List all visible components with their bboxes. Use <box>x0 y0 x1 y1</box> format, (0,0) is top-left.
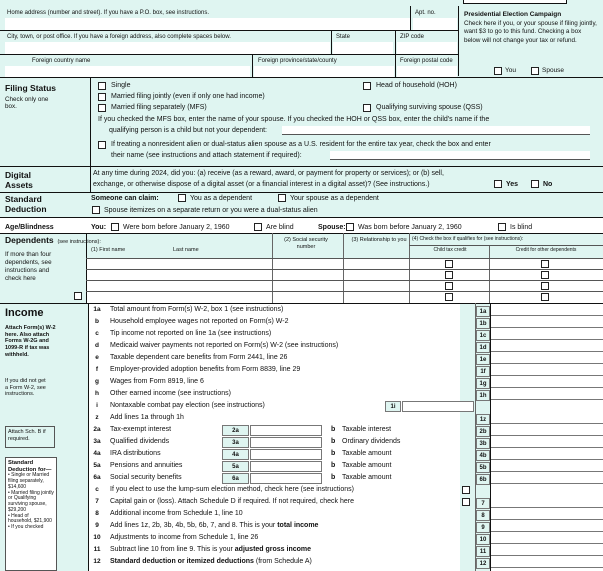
spouse-itemizes-label: Spouse itemizes on a separate return or you were a dual-status alien <box>104 207 318 214</box>
apt-label: Apt. no. <box>415 10 436 16</box>
line-7-amount[interactable] <box>491 498 603 508</box>
standard-deduction-title <box>5 194 47 214</box>
line-2b-box-label: 2b <box>476 426 490 437</box>
line-11 <box>88 546 475 556</box>
digital-question-line2: exchange, or otherwise dispose of a digital asset (or a financial interest in a digital asset)? (See instructions.) <box>93 181 430 188</box>
no-schedule-d-checkbox[interactable] <box>462 498 470 506</box>
line-text: Other earned income (see instructions) <box>110 390 231 397</box>
line-number: 11 <box>93 546 101 553</box>
line-3b-letter: b <box>331 438 336 445</box>
qss-checkbox[interactable] <box>363 104 371 112</box>
line-number: 6a <box>93 474 101 481</box>
city-input[interactable] <box>5 42 330 54</box>
election-title: Presidential Election Campaign <box>464 11 562 18</box>
line-text: Pensions and annuities <box>110 462 183 469</box>
line-text: IRA distributions <box>110 450 161 457</box>
line-9 <box>88 522 475 532</box>
line-5b-box-label: 5b <box>476 462 490 473</box>
line-12-box-label: 12 <box>476 558 490 569</box>
apt-input[interactable] <box>413 18 457 30</box>
line-5b-text: Taxable amount <box>342 462 392 469</box>
dep4-other-checkbox[interactable] <box>541 293 549 301</box>
line-number: 4a <box>93 450 101 457</box>
qss-label: Qualifying surviving spouse (QSS) <box>376 104 483 111</box>
line-12-amount[interactable] <box>491 558 603 568</box>
line-number: c <box>95 330 99 337</box>
line-3b-box-label: 3b <box>476 438 490 449</box>
line-10-amount[interactable] <box>491 534 603 544</box>
line-text: Taxable dependent care benefits from Form 2441, line 26 <box>110 354 288 361</box>
line-3b-text: Ordinary dividends <box>342 438 401 445</box>
line-4a-box-label: 4a <box>222 449 249 460</box>
line-1a <box>88 306 475 316</box>
digital-question-line1: At any time during 2024, did you: (a) receive (as a reward, award, or payment for property or services); or (b) sell, <box>93 170 444 177</box>
zip-label: ZIP code <box>400 34 424 40</box>
line-text-bold: adjusted gross income <box>234 546 312 553</box>
filing-status-title: Filing Status <box>5 83 56 93</box>
income-title: Income <box>5 307 44 319</box>
spouse-blind-label: Is blind <box>510 224 533 231</box>
dep-col2-header: (2) Social security number <box>284 237 328 250</box>
line-text: Wages from Form 8919, line 6 <box>110 378 204 385</box>
nra-note-line1: If treating a nonresident alien or dual-status alien spouse as a U.S. resident for the entire tax year, check the box and enter <box>111 141 491 148</box>
age-blindness-title: Age/Blindness <box>5 224 54 231</box>
line-7 <box>88 498 475 508</box>
state-label: State <box>336 34 351 40</box>
line-text: Add lines 1z, 2b, 3b, 4b, 5b, 6b, 7, and 8. This is your <box>110 522 276 529</box>
income-no-w2-note: If you did not get a Form W-2, see instructions. <box>5 378 46 398</box>
line-1z <box>88 414 475 424</box>
digital-assets-title <box>5 171 33 191</box>
line-number: z <box>95 414 99 421</box>
line-number: i <box>96 402 98 409</box>
line-5a-box-label: 5a <box>222 461 249 472</box>
line-number: g <box>95 378 99 385</box>
dep-ctc-header: Child tax credit <box>433 247 467 253</box>
line-text: Total amount from Form(s) W-2, box 1 (see instructions) <box>110 306 284 313</box>
filing-status-subtitle: Check only one box. <box>5 96 49 111</box>
line-text: Tip income not reported on line 1a (see instructions) <box>110 330 272 337</box>
line-text: Employer-provided adoption benefits from Form 8839, line 29 <box>110 366 301 373</box>
line-5b-amount[interactable] <box>491 462 603 472</box>
digital-title-line1: Digital <box>5 170 31 180</box>
line-10 <box>88 534 475 544</box>
digital-title-line2: Assets <box>5 179 33 190</box>
line-3a-amount[interactable] <box>250 437 322 448</box>
mfs-label: Married filing separately (MFS) <box>111 104 207 111</box>
age-you-label: You: <box>91 224 107 231</box>
spouse-blind-checkbox[interactable] <box>498 223 506 231</box>
dep1-other-checkbox[interactable] <box>541 260 549 268</box>
dep-col3-header: (3) Relationship to you <box>351 237 407 243</box>
dep2-ctc-checkbox[interactable] <box>445 271 453 279</box>
line-text-bold: Standard deduction or itemized deductions <box>110 558 254 565</box>
line-1z-amount[interactable] <box>491 414 603 424</box>
dependents-side-note: If more than four dependents, see instructions and check here <box>5 251 52 282</box>
line-9-amount[interactable] <box>491 522 603 532</box>
spouse-born-before-checkbox[interactable] <box>346 223 354 231</box>
line-1a-amount[interactable] <box>491 306 603 316</box>
line-number: 1a <box>93 306 101 313</box>
spouse-itemizes-checkbox[interactable] <box>92 206 100 214</box>
line-2b-text: Taxable interest <box>342 426 392 433</box>
election-you-checkbox[interactable] <box>494 67 502 75</box>
spouse-as-dependent-checkbox[interactable] <box>278 194 286 202</box>
line-1h-amount[interactable] <box>491 390 603 400</box>
line-number: 8 <box>95 510 99 517</box>
line-number: 5a <box>93 462 101 469</box>
line-12 <box>88 558 475 568</box>
std-side-item-mfj: • Married filing jointly or Qualifying surviving spouse, $29,200 <box>8 489 54 513</box>
line-text: Add lines 1a through 1h <box>110 414 184 421</box>
foreign-province-label: Foreign province/state/county <box>258 58 337 64</box>
line-text: If you elect to use the lump-sum election method, check here (see instructions) <box>110 486 354 493</box>
line-1f-amount[interactable] <box>491 366 603 376</box>
line-number: 3a <box>93 438 101 445</box>
line-1d-amount[interactable] <box>491 342 603 352</box>
age-spouse-label: Spouse: <box>318 224 346 231</box>
filing-note-line1: If you checked the MFS box, enter the name of your spouse. If you checked the HOH or QSS box, enter the child's name if the <box>98 116 490 123</box>
election-spouse-checkbox[interactable] <box>531 67 539 75</box>
city-label: City, town, or post office. If you have a foreign address, also complete spaces below. <box>7 34 231 40</box>
foreign-country-label: Foreign country name <box>32 58 91 64</box>
spouse-born-before-label: Was born before January 2, 1960 <box>358 224 462 231</box>
line-2a-box-label: 2a <box>222 425 249 436</box>
line-number: 12 <box>93 558 101 565</box>
line-4b-box-label: 4b <box>476 450 490 461</box>
dependents-title: Dependents <box>5 235 54 245</box>
election-you-label: You <box>505 67 516 74</box>
mfj-checkbox[interactable] <box>98 93 106 101</box>
single-checkbox[interactable] <box>98 82 106 90</box>
dep-col1-first: First name <box>99 247 126 253</box>
line-number: f <box>95 366 99 373</box>
hoh-label: Head of household (HOH) <box>376 82 457 89</box>
spouse-as-dependent-label: Your spouse as a dependent <box>290 195 379 202</box>
dep-other-header: Credit for other dependents <box>515 247 577 253</box>
line-1f <box>88 366 475 376</box>
dep-col4-header: (4) Check the box if qualifies for (see instructions): <box>412 236 524 242</box>
line-1b <box>88 318 475 328</box>
line-5b-letter: b <box>331 462 336 469</box>
line-6c <box>88 486 475 496</box>
digital-no-label: No <box>543 181 553 188</box>
line-1h-box-label: 1h <box>476 390 490 401</box>
line-1h <box>88 390 475 400</box>
line-1b-box-label: 1b <box>476 318 490 329</box>
mfs-checkbox[interactable] <box>98 104 106 112</box>
std-side-item-hoh: • Head of household, $21,900 <box>8 512 52 525</box>
line-1c-amount[interactable] <box>491 330 603 340</box>
line-number: 10 <box>93 534 101 541</box>
line-8 <box>88 510 475 520</box>
dep-col1b-header: Last name <box>173 247 199 253</box>
line-1d-box-label: 1d <box>476 342 490 353</box>
dep3-ctc-checkbox[interactable] <box>445 282 453 290</box>
home-address-input[interactable] <box>5 18 410 30</box>
line-1i-amount[interactable] <box>402 401 474 412</box>
line-text: Subtract line 10 from line 9. This is your <box>110 546 233 553</box>
more-dependents-checkbox[interactable] <box>74 292 82 300</box>
line-2a-amount[interactable] <box>250 425 322 436</box>
dep3-other-checkbox[interactable] <box>541 282 549 290</box>
line-4b-amount[interactable] <box>491 450 603 460</box>
line-11-amount[interactable] <box>491 546 603 556</box>
line-8-box-label: 8 <box>476 510 490 521</box>
line-text: Qualified dividends <box>110 438 170 445</box>
nra-spouse-name-input[interactable] <box>330 151 590 160</box>
digital-yes-label: Yes <box>506 181 519 188</box>
std-side-item-checked: • If you checked <box>8 524 44 531</box>
line-1a-box-label: 1a <box>476 306 490 317</box>
line-6b-text: Taxable amount <box>342 474 392 481</box>
line-number: e <box>95 354 99 361</box>
you-blind-label: Are blind <box>266 224 294 231</box>
line-10-box-label: 10 <box>476 534 490 545</box>
line-1d <box>88 342 475 352</box>
line-number: c <box>95 486 99 493</box>
nra-note-line2: their name (see instructions and attach statement if required): <box>111 152 302 159</box>
line-1g <box>88 378 475 388</box>
line-1e <box>88 354 475 364</box>
election-text: Check here if you, or your spouse if filing jointly, want $3 to go to this fund. Checking a box below will not change your tax or refund. <box>464 20 597 44</box>
std-deduction-side <box>5 457 57 571</box>
line-text: Nontaxable combat pay election (see instructions) <box>110 402 265 409</box>
line-number: 7 <box>95 498 99 505</box>
line-text-bold: total income <box>277 522 319 529</box>
line-9-box-label: 9 <box>476 522 490 533</box>
line-1i-box-label: 1i <box>385 401 401 412</box>
line-text: Tax-exempt interest <box>110 426 172 433</box>
zip-input[interactable] <box>397 42 457 54</box>
line-7-box-label: 7 <box>476 498 490 509</box>
line-1g-amount[interactable] <box>491 378 603 388</box>
line-6b-box-label: 6b <box>476 474 490 485</box>
line-1g-box-label: 1g <box>476 378 490 389</box>
line-1e-amount[interactable] <box>491 354 603 364</box>
line-1c-box-label: 1c <box>476 330 490 341</box>
line-6b-amount[interactable] <box>491 474 603 484</box>
std-side-title: Standard Deduction for— <box>8 460 52 473</box>
line-text: Social security benefits <box>110 474 182 481</box>
foreign-postal-input[interactable] <box>397 66 457 77</box>
line-number: h <box>95 390 99 397</box>
std-side-item-single: • Single or Married filing separately, $14,600 <box>8 472 50 490</box>
filing-note-line2: qualifying person is a child but not your dependent: <box>109 127 267 134</box>
line-6a-amount[interactable] <box>250 473 322 484</box>
dep-col1-header <box>91 247 125 254</box>
qualifying-person-name-input[interactable] <box>282 126 590 135</box>
line-4b-text: Taxable amount <box>342 450 392 457</box>
line-text: Additional income from Schedule 1, line 10 <box>110 510 243 517</box>
line-1b-amount[interactable] <box>491 318 603 328</box>
digital-no-checkbox[interactable] <box>531 180 539 188</box>
foreign-province-input[interactable] <box>254 66 394 77</box>
line-4b-letter: b <box>331 450 336 457</box>
line-text: Medicaid waiver payments not reported on Form(s) W-2 (see instructions) <box>110 342 339 349</box>
someone-can-claim-label: Someone can claim: <box>91 195 159 202</box>
dep-col1-num: (1) <box>91 247 98 253</box>
line-text: Capital gain or (loss). Attach Schedule D if required. If not required, check here <box>110 498 354 505</box>
income-attach-note: Attach Form(s) W-2 here. Also attach Forms W-2G and 1099-R if tax was withheld. <box>5 325 56 358</box>
line-8-amount[interactable] <box>491 510 603 520</box>
foreign-country-input[interactable] <box>5 66 250 77</box>
you-blind-checkbox[interactable] <box>254 223 262 231</box>
nra-spouse-checkbox[interactable] <box>98 141 106 149</box>
mfj-label: Married filing jointly (even if only one had income) <box>111 93 265 100</box>
line-4a-amount[interactable] <box>250 449 322 460</box>
dep2-other-checkbox[interactable] <box>541 271 549 279</box>
line-number: d <box>95 342 99 349</box>
line-2b-letter: b <box>331 426 336 433</box>
std-title-line2: Deduction <box>5 204 47 215</box>
line-2b-amount[interactable] <box>491 426 603 436</box>
line-1e-box-label: 1e <box>476 354 490 365</box>
line-number: b <box>95 318 99 325</box>
dependent-name-rows[interactable] <box>88 259 270 303</box>
single-label: Single <box>111 82 131 89</box>
line-1f-box-label: 1f <box>476 366 490 377</box>
home-address-label: Home address (number and street). If you have a P.O. box, see instructions. <box>7 10 209 16</box>
line-6b-letter: b <box>331 474 336 481</box>
attach-sch-b-note: Attach Sch. B if required. <box>5 426 55 448</box>
you-born-before-checkbox[interactable] <box>111 223 119 231</box>
dep1-ctc-checkbox[interactable] <box>445 260 453 268</box>
you-born-before-label: Were born before January 2, 1960 <box>123 224 230 231</box>
hoh-checkbox[interactable] <box>363 82 371 90</box>
foreign-postal-label: Foreign postal code <box>400 58 453 64</box>
line-1i <box>88 402 388 412</box>
line-text-suffix: (from Schedule A) <box>255 558 312 565</box>
line-number: 9 <box>95 522 99 529</box>
election-campaign-section <box>462 0 603 77</box>
line-6a-box-label: 6a <box>222 473 249 484</box>
line-5a-amount[interactable] <box>250 461 322 472</box>
line-3a-box-label: 3a <box>222 437 249 448</box>
line-11-box-label: 11 <box>476 546 490 557</box>
line-text: Household employee wages not reported on Form(s) W-2 <box>110 318 289 325</box>
line-1c <box>88 330 475 340</box>
you-as-dependent-label: You as a dependent <box>190 195 253 202</box>
line-1z-box-label: 1z <box>476 414 490 425</box>
line-number: 2a <box>93 426 101 433</box>
digital-yes-checkbox[interactable] <box>494 180 502 188</box>
dep4-ctc-checkbox[interactable] <box>445 293 453 301</box>
election-spouse-label: Spouse <box>542 67 565 74</box>
state-input[interactable] <box>333 42 393 54</box>
line-3b-amount[interactable] <box>491 438 603 448</box>
lump-sum-election-checkbox[interactable] <box>462 486 470 494</box>
you-as-dependent-checkbox[interactable] <box>178 194 186 202</box>
line-text: Adjustments to income from Schedule 1, line 26 <box>110 534 259 541</box>
dependents-see: (see instructions): <box>57 239 101 245</box>
std-title-line1: Standard <box>5 194 42 204</box>
